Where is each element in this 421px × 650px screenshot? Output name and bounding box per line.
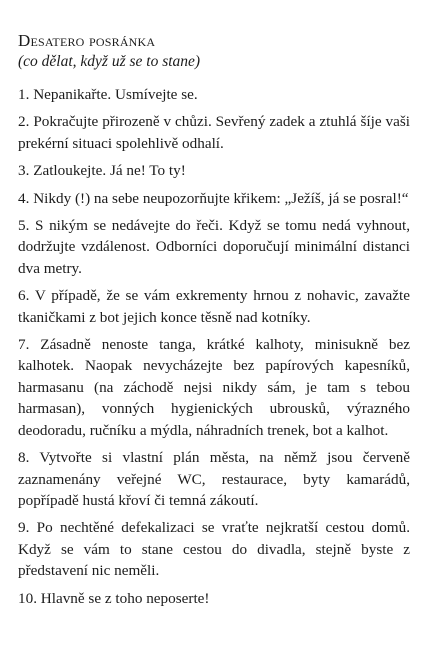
rule-item: 9. Po nechtěné defekalizaci se vraťte nejkratší cestou domů. Když se vám to stane cestou do divadla, stejně byste z představení nic neměli. xyxy=(18,519,410,580)
rules-list xyxy=(18,84,410,609)
rule-item: 4. Nikdy (!) na sebe neupozorňujte křikem: „Ježíš, já se posral!“ xyxy=(18,189,409,207)
rule-item: 2. Pokračujte přirozeně v chůzi. Sevřený zadek a ztuhlá šíje vaši prekérní situaci spolehlivě odhalí. xyxy=(18,113,410,152)
document-title xyxy=(18,30,410,52)
document-title-text: Desatero posránka xyxy=(18,31,156,50)
rule-item: 1. Nepanikařte. Usmívejte se. xyxy=(18,86,198,103)
rule-item: 10. Hlavně se z toho neposerte! xyxy=(18,589,210,607)
rule-item: 5. S nikým se nedávejte do řeči. Když se tomu nedá vyhnout, dodržujte vzdálenost. Odborníci doporučují minimální distanci dva metry. xyxy=(18,217,410,277)
rule-item: 8. Vytvořte si vlastní plán města, na němž jsou červeně zaznamenány veřejné WC, restaurace, byty kamarádů, popřípadě hustá křoví či temná zákoutí. xyxy=(18,449,410,509)
rule-item: 6. V případě, že se vám exkrementy hrnou z nohavic, zavažte tkaničkami z bot jejich konce těsně nad kotníky. xyxy=(18,287,410,326)
document-subtitle: (co dělat, když už se to stane) xyxy=(18,53,201,70)
document-page xyxy=(18,30,410,615)
rule-item: 7. Zásadně nenoste tanga, krátké kalhoty, minisukně bez kalhotek. Naopak nevycházejte bez papírových kapesníků, harmasanu (na záchodě nejsi nikdy sám, je tam s tebou harmasan), vonných hygienických ubrousků, výrazného deodoradu, ručníku a mýdla, náhradních trenek, bot a kalhot. xyxy=(18,336,410,439)
rule-item: 3. Zatloukejte. Já ne! To ty! xyxy=(18,162,186,180)
